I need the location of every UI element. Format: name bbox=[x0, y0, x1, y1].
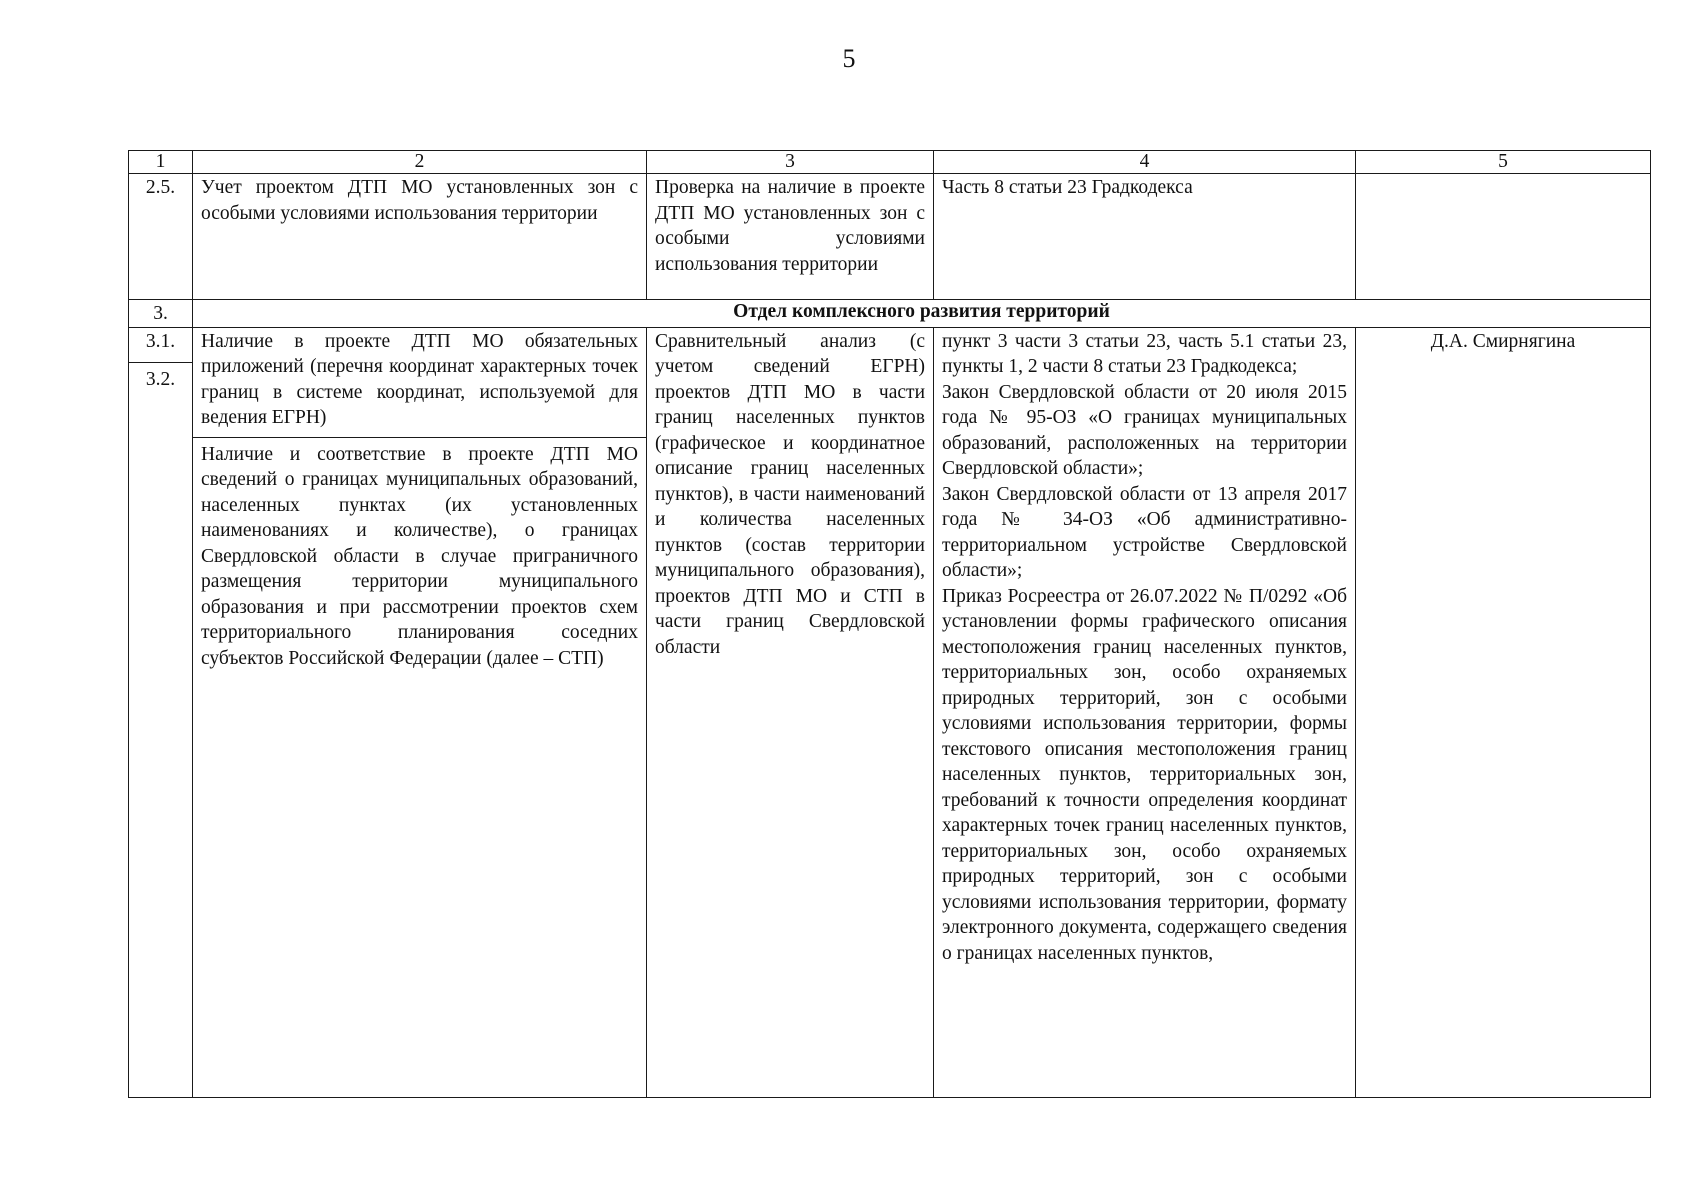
requirements-stack bbox=[193, 327, 647, 1097]
column-header-1: 1 bbox=[129, 151, 193, 174]
table-row-3-1-3-2 bbox=[129, 327, 1651, 1097]
legal-basis-law-95-oz: Закон Свердловской области от 20 июля 2015 года № 95-ОЗ «О границах муниципальных образований, расположенных на территории Свердловской области»; bbox=[942, 381, 1347, 479]
row-number: 2.5. bbox=[129, 174, 193, 300]
responsible-cell bbox=[1356, 174, 1651, 300]
table-row-2-5 bbox=[129, 174, 1651, 300]
row-numbers-stack bbox=[129, 327, 193, 1097]
legal-basis-cell bbox=[934, 327, 1356, 1097]
requirement-3-2: Наличие и соответствие в проекте ДТП МО сведений о границах муниципальных образований, населенных пунктах (их установленных наименованиях и количестве), о границах Свердловской области в случае приграничного размещения территории муниципального образования и при рассмотрении проектов схем территориального планирования соседних субъектов Российской Федерации (далее – СТП) bbox=[201, 443, 638, 669]
section-number: 3. bbox=[129, 300, 193, 328]
legal-basis-cell: Часть 8 статьи 23 Градкодекса bbox=[934, 174, 1356, 300]
row-number-3-2: 3.2. bbox=[145, 369, 176, 390]
section-title: Отдел комплексного развития территорий bbox=[193, 300, 1651, 328]
table-header-row bbox=[129, 151, 1651, 174]
column-header-5: 5 bbox=[1356, 151, 1651, 174]
requirement-cell: Учет проектом ДТП МО установленных зон с особыми условиями использования территории bbox=[193, 174, 647, 300]
row-divider bbox=[129, 362, 192, 363]
responsible-cell: Д.А. Смирнягина bbox=[1356, 327, 1651, 1097]
document-table bbox=[128, 150, 1651, 1098]
requirement-divider bbox=[193, 437, 646, 438]
legal-basis-law-34-oz: Закон Свердловской области от 13 апреля 2017 года № 34-ОЗ «Об административно-территориальном устройстве Свердловской области»; bbox=[942, 483, 1347, 581]
check-method-cell: Сравнительный анализ (с учетом сведений ЕГРН) проектов ДТП МО в части границ населенных пунктов (графическое и координатное описание границ населенных пунктов), в части наименований и количества населенных пунктов (состав территории муниципального образования), проектов ДТП МО и СТП в части границ Свердловской области bbox=[647, 327, 934, 1097]
page-number: 5 bbox=[842, 44, 856, 73]
column-header-2: 2 bbox=[193, 151, 647, 174]
legal-basis-gradkodeks: пункт 3 части 3 статьи 23, часть 5.1 статьи 23, пункты 1, 2 части 8 статьи 23 Градкодекса; bbox=[942, 330, 1347, 377]
row-number-3-1: 3.1. bbox=[145, 330, 176, 352]
requirement-3-1: Наличие в проекте ДТП МО обязательных приложений (перечня координат характерных точек границ в системе координат, используемой для ведения ЕГРН) bbox=[201, 330, 638, 428]
column-header-3: 3 bbox=[647, 151, 934, 174]
section-row-3 bbox=[129, 300, 1651, 328]
legal-basis-rosreestr-order: Приказ Росреестра от 26.07.2022 № П/0292 «Об установлении формы графического описания местоположения границ населенных пунктов, территориальных зон, особо охраняемых природных территорий, зон с особыми условиями использования территории, формы текстового описания местоположения границ населенных пунктов, территориальных зон, требований к точности определения координат характерных точек границ населенных пунктов, территориальных зон, особо охраняемых природных территорий, зон с особыми условиями использования территории, формату электронного документа, содержащего сведения о границах населенных пунктов, bbox=[942, 585, 1347, 964]
column-header-4: 4 bbox=[934, 151, 1356, 174]
check-method-cell: Проверка на наличие в проекте ДТП МО установленных зон с особыми условиями использования территории bbox=[647, 174, 934, 300]
